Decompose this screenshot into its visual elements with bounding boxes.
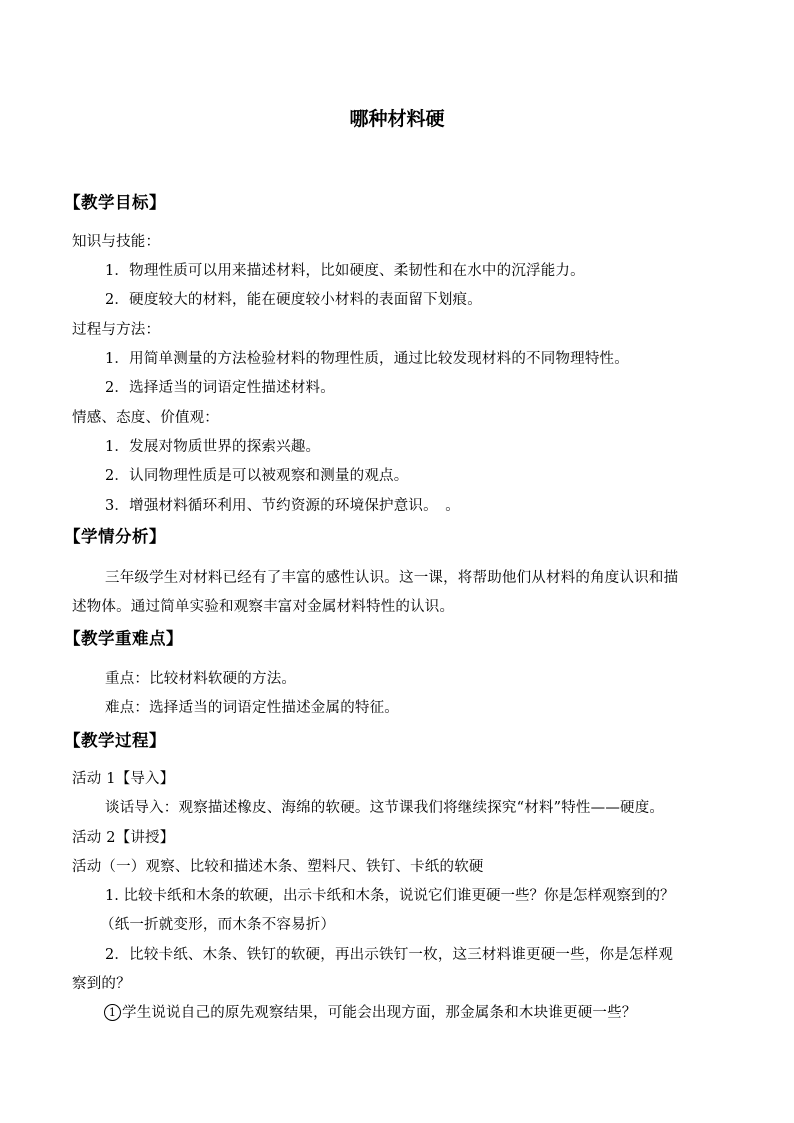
- goals-process-item-2: 2．选择适当的词语定性描述材料。: [105, 380, 335, 396]
- activity-2-sub: 活动（一）观察、比较和描述木条、塑料尺、铁钉、卡纸的软硬: [72, 859, 484, 875]
- goals-process-label: 过程与方法：: [72, 322, 161, 338]
- section-heading-keypoints: 【教学重难点】: [64, 629, 183, 648]
- activity-2-item-3: [104, 1003, 637, 1023]
- activity-2-item-2-line-1: 2．比较卡纸、木条、铁钉的软硬，再出示铁钉一枚，这三材料谁更硬一些，你是怎样观: [105, 947, 674, 963]
- goals-emotion-item-2: 2．认同物理性质是可以被观察和测量的观点。: [105, 468, 409, 484]
- section-heading-process: 【教学过程】: [64, 731, 166, 750]
- activity-2-item-3-text: 学生说说自己的原先观察结果，可能会出现方面，那金属条和木块谁更硬一些？: [122, 1005, 637, 1021]
- goals-emotion-label: 情感、态度、价值观：: [72, 410, 219, 426]
- goals-emotion-item-1: 1．发展对物质世界的探索兴趣。: [105, 439, 321, 455]
- circled-number-marker: 1: [104, 1004, 121, 1021]
- analysis-line-2: 述物体。通过简单实验和观察丰富对金属材料特性的认识。: [72, 599, 455, 615]
- activity-2-item-1: 1. 比较卡纸和木条的软硬，出示卡纸和木条，说说它们谁更硬一些？你是怎样观察到的？: [105, 888, 675, 904]
- keypoints-difficult: 难点：选择适当的词语定性描述金属的特征。: [105, 700, 399, 716]
- goals-emotion-item-3: 3．增强材料循环利用、节约资源的环境保护意识。 。: [105, 498, 460, 514]
- activity-2-label: 活动 2【讲授】: [72, 830, 175, 846]
- keypoints-key: 重点：比较材料软硬的方法。: [105, 671, 297, 687]
- section-heading-analysis: 【学情分析】: [64, 527, 166, 546]
- goals-knowledge-label: 知识与技能：: [72, 234, 161, 250]
- activity-2-item-1-note: （纸一折就变形，而木条不容易折）: [100, 917, 336, 933]
- activity-1-label: 活动 1【导入】: [72, 771, 175, 787]
- goals-knowledge-item-1: 1．物理性质可以用来描述材料，比如硬度、柔韧性和在水中的沉浮能力。: [105, 263, 585, 279]
- goals-process-item-1: 1．用简单测量的方法检验材料的物理性质，通过比较发现材料的不同物理特性。: [105, 351, 629, 367]
- activity-1-text: 谈话导入：观察描述橡皮、海绵的软硬。这节课我们将继续探究“材料”特性——硬度。: [105, 800, 665, 816]
- page-title: 哪种材料硬: [349, 108, 445, 130]
- activity-2-item-2-line-2: 察到的？: [72, 976, 131, 992]
- goals-knowledge-item-2: 2．硬度较大的材料，能在硬度较小材料的表面留下划痕。: [105, 292, 482, 308]
- section-heading-goals: 【教学目标】: [64, 193, 166, 212]
- analysis-line-1: 三年级学生对材料已经有了丰富的感性认识。这一课，将帮助他们从材料的角度认识和描: [105, 570, 679, 586]
